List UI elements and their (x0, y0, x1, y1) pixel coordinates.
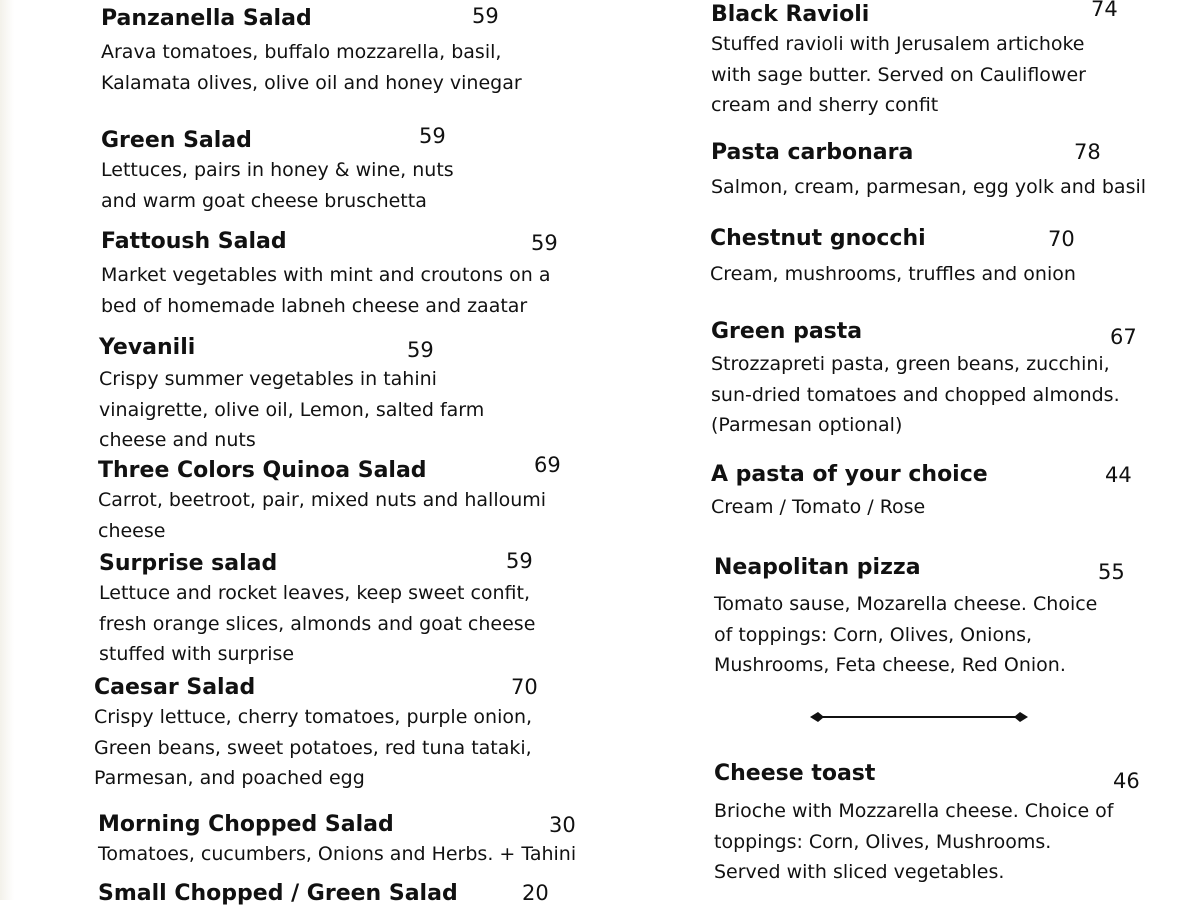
menu-item-yevanili (99, 334, 659, 456)
desc-line: Carrot, beetroot, pair, mixed nuts and halloumi (98, 489, 547, 511)
item-price: 55 (1098, 560, 1125, 584)
page-edge-shadow (0, 0, 14, 900)
desc-line: toppings: Corn, Olives, Mushrooms. (714, 830, 1052, 853)
desc-line: Crispy lettuce, cherry tomatoes, purple onion, (94, 706, 533, 728)
desc-line: Crispy summer vegetables in tahini (99, 368, 437, 390)
item-description (711, 172, 1181, 203)
menu-item-surprise-salad (99, 550, 659, 670)
item-name: Three Colors Quinoa Salad (98, 458, 427, 483)
item-price: 59 (472, 4, 499, 28)
menu-item-morning-chopped-salad (98, 811, 658, 870)
item-name: Black Ravioli (711, 2, 870, 27)
item-name: A pasta of your choice (711, 462, 988, 487)
item-price: 59 (531, 231, 558, 255)
item-name: Green Salad (101, 128, 252, 153)
desc-line: Parmesan, and poached egg (94, 767, 365, 789)
item-description (711, 349, 1181, 441)
item-name: Panzanella Salad (101, 6, 312, 31)
item-price: 69 (534, 453, 561, 477)
item-price: 67 (1110, 325, 1137, 349)
item-description (99, 578, 659, 670)
item-name: Morning Chopped Salad (98, 812, 394, 837)
menu-item-pasta-carbonara (711, 139, 1181, 203)
item-price: 59 (419, 124, 446, 148)
item-price: 44 (1105, 463, 1132, 487)
item-name: Pasta carbonara (711, 140, 914, 165)
item-price: 20 (522, 881, 549, 905)
menu-item-green-salad (101, 124, 661, 216)
desc-line: sun-dried tomatoes and chopped almonds. (711, 383, 1120, 406)
menu-item-caesar-salad (94, 674, 654, 794)
item-name: Neapolitan pizza (714, 555, 921, 580)
desc-line: vinaigrette, olive oil, Lemon, salted farm (99, 398, 485, 421)
menu-item-panzanella-salad (101, 5, 661, 98)
item-description (714, 796, 1184, 888)
desc-line: Tomatoes, cucumbers, Onions and Herbs. + Tahini (98, 843, 577, 865)
item-name: Cheese toast (714, 761, 876, 786)
item-description (711, 29, 1181, 121)
item-name: Small Chopped / Green Salad (98, 881, 458, 906)
desc-line: Strozzapreti pasta, green beans, zucchini, (711, 353, 1110, 375)
desc-line: and warm goat cheese bruschetta (101, 189, 427, 212)
desc-line: with sage butter. Served on Cauliflower (711, 63, 1086, 86)
item-name: Green pasta (711, 319, 863, 344)
item-price: 78 (1074, 140, 1101, 164)
item-price: 59 (506, 549, 533, 573)
arrow-divider-icon (810, 707, 1028, 727)
item-name: Fattoush Salad (101, 229, 287, 254)
item-description (99, 364, 659, 456)
desc-line: stuffed with surprise (99, 643, 295, 665)
desc-line: Green beans, sweet potatoes, red tuna tataki, (94, 736, 532, 759)
item-description (101, 155, 661, 216)
item-description (710, 259, 1180, 290)
desc-line: Lettuces, pairs in honey & wine, nuts (101, 159, 454, 181)
item-price: 74 (1091, 0, 1118, 21)
desc-line: Lettuce and rocket leaves, keep sweet confit, (99, 582, 531, 604)
menu-item-pasta-of-your-choice (711, 461, 1181, 523)
desc-line: cheese and nuts (99, 429, 256, 451)
desc-line: Stuffed ravioli with Jerusalem artichoke (711, 33, 1085, 55)
item-name: Caesar Salad (94, 675, 256, 700)
item-description (98, 485, 658, 546)
item-name: Yevanili (99, 335, 196, 360)
item-price: 70 (511, 675, 538, 699)
item-description (98, 839, 658, 870)
item-description (94, 702, 654, 794)
item-name: Chestnut gnocchi (710, 226, 926, 251)
desc-line: Tomato sause, Mozarella cheese. Choice (714, 593, 1098, 615)
menu-item-neapolitan-pizza (714, 554, 1184, 681)
menu-item-green-pasta (711, 318, 1181, 441)
desc-line: Market vegetables with mint and croutons on a (101, 264, 551, 286)
menu-item-fattoush-salad (101, 228, 661, 321)
item-price: 59 (407, 338, 434, 362)
desc-line: Brioche with Mozzarella cheese. Choice of (714, 800, 1114, 822)
item-description (101, 260, 661, 321)
item-description (714, 589, 1184, 681)
desc-line: Cream, mushrooms, truffles and onion (710, 263, 1076, 285)
item-price: 30 (549, 813, 576, 837)
desc-line: bed of homemade labneh cheese and zaatar (101, 294, 528, 317)
item-description (101, 37, 661, 98)
desc-line: Cream / Tomato / Rose (711, 496, 926, 518)
item-description (711, 492, 1181, 523)
item-price: 46 (1113, 769, 1140, 793)
desc-line: Arava tomatoes, buffalo mozzarella, basil, (101, 41, 502, 63)
item-price: 70 (1048, 227, 1075, 251)
menu-item-small-chopped-green-salad (98, 880, 658, 908)
desc-line: Kalamata olives, olive oil and honey vinegar (101, 71, 522, 94)
desc-line: (Parmesan optional) (711, 414, 903, 436)
desc-line: fresh orange slices, almonds and goat cheese (99, 612, 536, 635)
menu-item-chestnut-gnocchi (710, 225, 1180, 290)
menu-item-black-ravioli (711, 1, 1181, 121)
desc-line: of toppings: Corn, Olives, Onions, (714, 623, 1033, 646)
desc-line: cream and sherry confit (711, 94, 939, 116)
desc-line: Mushrooms, Feta cheese, Red Onion. (714, 654, 1066, 676)
item-name: Surprise salad (99, 551, 278, 576)
menu-item-three-colors-quinoa-salad (98, 453, 658, 546)
desc-line: cheese (98, 519, 166, 542)
desc-line: Served with sliced vegetables. (714, 861, 1005, 883)
menu-item-cheese-toast (714, 760, 1184, 888)
desc-line: Salmon, cream, parmesan, egg yolk and basil (711, 176, 1147, 198)
